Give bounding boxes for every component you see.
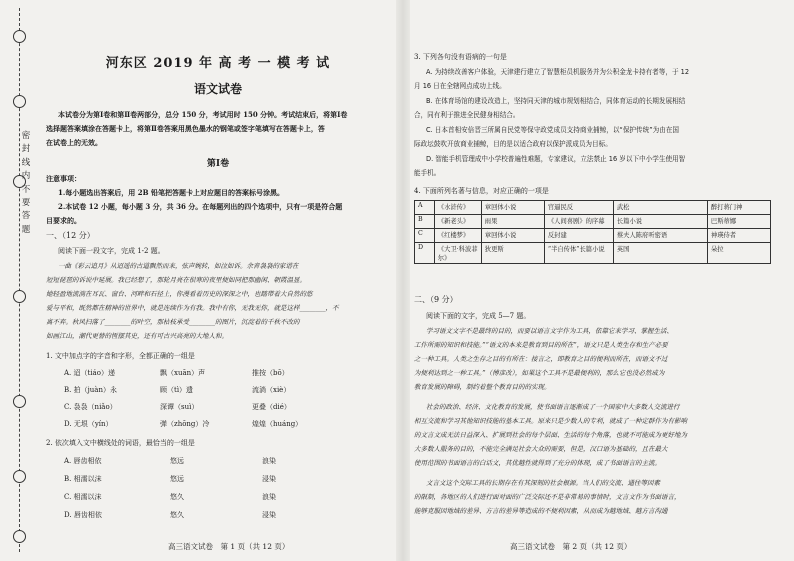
table-cell: 蔡夫人陈府听密语 (613, 229, 707, 243)
table-cell: 长篇小说 (613, 215, 707, 229)
page-2 (410, 0, 782, 561)
passage-line: 大多数人服务的目的，不能完全满足社会大众的需要，但是，汉口语为基础的，且在最大 (414, 445, 668, 453)
intro-line: 本试卷分为第Ⅰ卷和第Ⅱ卷两部分，总分 150 分，考试用时 150 分钟。考试结束后，将第Ⅰ卷 (58, 110, 348, 119)
passage-line: 一曲《彩云追月》从迢遥的古道飘然而来，弦声婉转，如泣如诉。余音袅袅的家谱在 (58, 262, 299, 270)
question-2: 2. 依次填入文中横线处的词语，最恰当的一组是 (46, 439, 195, 447)
option: 浪染 (262, 493, 276, 501)
option: B. 相濡以沫 (64, 475, 102, 483)
option: B. 拍（juàn）永 (64, 386, 117, 394)
option: C. 相濡以沫 (64, 493, 102, 501)
table-row (415, 243, 771, 264)
question-4: 4. 下面所列名著与信息，对应正确的一项是 (414, 187, 549, 195)
option: 深谭（suì） (160, 403, 199, 411)
works-table (414, 200, 771, 264)
option: A. 唇齿相依 (64, 457, 102, 465)
option: D. 唇齿相依 (64, 511, 102, 519)
passage-line: 使用范围的书面语言的白话文，其优越性就得到了充分的体现，成了书面语言的主流。 (414, 459, 661, 467)
table-cell: 章回体小说 (481, 201, 544, 215)
q3-line: C. 日本首相安倍晋三所属自民党等保守政党成员支持商业捕鲸，以“保护传统”为由在国 (426, 126, 680, 134)
table-cell: 《红楼梦》 (434, 229, 481, 243)
table-row (415, 215, 771, 229)
option: 浸染 (262, 511, 276, 519)
reading-intro: 阅读下面一段文字，完成 1-2 题。 (58, 247, 165, 255)
option: 浪染 (262, 457, 276, 465)
option: D. 无垠（yín） (64, 420, 113, 428)
passage-line: 之一种工具。人类之生存之目的有所在：接言之，即教育之目的便利而所在，而语文不过 (414, 355, 668, 363)
page-footer: 高三语文试卷 第 2 页（共 12 页） (510, 542, 632, 551)
table-cell: 《水浒传》 (434, 201, 481, 215)
passage-line: 相互交流和学习其他知识技能的基本工具。原来只是少数人的专利，就成了一种定群作为有影响 (414, 417, 687, 425)
table-cell: “半自传体”长篇小说 (544, 243, 613, 264)
binding-margin (0, 0, 40, 561)
option: 悠久 (170, 493, 184, 501)
passage-line: 工作所需的知识和技能。”“语文的本来是教育到目的所在”，语文只是人类生存和生产必要 (414, 341, 668, 349)
option: 推按（bō） (252, 369, 289, 377)
intro-line: 选择题答案填涂在答题卡上，将第Ⅱ卷答案用黑色墨水的钢笔或签字笔填写在答题卡上，答 (46, 124, 325, 133)
q3-line: 能手机。 (414, 169, 441, 177)
part-heading: 一、（12 分） (46, 231, 95, 240)
table-cell: 《新老头》 (434, 215, 481, 229)
table-cell: 官逼民反 (544, 201, 613, 215)
passage-line: 社会的政治、经济、文化教育的发展，使书面语言逐渐成了一个国家中大多数人交流进行 (426, 403, 680, 411)
binding-hole (13, 290, 26, 303)
exam-title: 河东区 2019 年 高 考 一 模 考 试 (105, 56, 331, 71)
table-cell: C (415, 229, 435, 243)
table-cell: 《人间喜剧》的序幕 (544, 215, 613, 229)
table-cell: 反封建 (544, 229, 613, 243)
passage-line: 能够克服因地域的差异、方言的差异等造成的不便利因素，从而成为越地域、越方言沟通 (414, 507, 668, 515)
passage-line: 爱与平和，既然都在精神的世界中，就是连续作为有我。我中有你，无我无你，就是这样________，不 (46, 304, 339, 312)
q3-line: 合，同有利于推进全民健身相结合。 (414, 111, 520, 119)
table-cell: B (415, 215, 435, 229)
section-title: 第Ⅰ卷 (206, 159, 230, 169)
exam-subtitle: 语文试卷 (193, 82, 242, 96)
option: 弹（zhōng）冷 (160, 420, 210, 428)
note-line: 2.本试卷 12 小题，每小题 3 分，共 36 分。在每题列出的四个选项中，只有一项是符合题 (58, 202, 343, 211)
binding-hole (13, 530, 26, 543)
page-gutter (396, 0, 410, 561)
option: 流淌（xiè） (252, 386, 291, 394)
passage-line: 如画江山，潮代更替的恆摆其史，还有可古兴高亮的大地人和。 (46, 332, 228, 340)
question-3: 3. 下列各句没有语病的一句是 (414, 53, 507, 61)
binding-hole (13, 30, 26, 43)
binding-hole (13, 395, 26, 408)
passage-line: 教育发展的障碍，制约着整个教育目的的实现。 (414, 383, 551, 391)
table-row (415, 229, 771, 243)
option: 煌煌（huáng） (252, 420, 303, 428)
option: 悠久 (170, 511, 184, 519)
part-heading: 二、（9 分） (414, 295, 458, 304)
table-cell: 《大卫·科波菲尔》 (434, 243, 481, 264)
page-1 (42, 0, 394, 561)
passage-line: 她轻盈地流淌在耳瓦、窗台、河畔和石径上，你漫看着历史的深深之中，也踏带着大自然的悠 (46, 290, 313, 298)
q3-line: D. 智能手机管理成中小学校普遍性难题，专家建议，立法禁止 16 岁以下中小学生使用智 (426, 155, 686, 163)
option: C. 袅袅（niǎo） (64, 403, 117, 411)
passage-line: 的文言文成无法日益深入、扩展到社会的每个层面、生活的每个角落，也就不可能成为更好地为 (414, 431, 687, 439)
option: 顾（tì）遗 (160, 386, 194, 394)
table-cell: 醉打蒋门神 (707, 201, 770, 215)
table-cell: A (415, 201, 435, 215)
passage-line: 为便利达到之一种工具。”（傅彦改），如果这个工具不是最便利的，那么它也没必然成为 (414, 369, 665, 377)
table-cell: 英国 (613, 243, 707, 264)
passage-line: 短短琵琶的诉说中延展。我已经想了，那轮月亮在很寒的夜里便如同把那幽闲、朝霞温显。 (46, 276, 306, 284)
note-line: 目要求的。 (46, 216, 81, 225)
option: 悠远 (170, 457, 184, 465)
question-1: 1. 文中加点字的字音和字形，全都正确的一组是 (46, 352, 195, 360)
q3-line: B. 在体育场馆的建设改造上，坚持同天津的城市规划相结合，同体育运动的长期发展相结 (426, 97, 686, 105)
binding-hole (13, 95, 26, 108)
table-cell: 章回体小说 (481, 229, 544, 243)
note-line: 1.每小题选出答案后，用 2B 铅笔把答题卡上对应题目的答案标号涂黑。 (58, 188, 284, 197)
passage-line: 学习语文文字不是最终的目的，而要以语言文字作为工具，依靠它来学习、掌握生活、 (426, 327, 673, 335)
seal-warning: 密 封 线 内 不 要 答 题 (21, 131, 31, 235)
q3-line: 月 16 日在全辖网点成功上线。 (414, 82, 506, 90)
table-cell: 狄更斯 (481, 243, 544, 264)
option: 悠远 (170, 475, 184, 483)
option: 更叠（dié） (252, 403, 291, 411)
page-footer: 高三语文试卷 第 1 页（共 12 页） (168, 542, 290, 551)
intro-line: 在试卷上的无效。 (46, 138, 102, 147)
table-cell: 神瑛侍者 (707, 229, 770, 243)
table-cell: 雨果 (481, 215, 544, 229)
passage-line: 文言文这个交际工具的长期存在有其深刻的社会根源。当人们的交流、通往等因素 (426, 479, 660, 487)
q3-line: 际政坛鼓吹开放商业捕鲸，目的是以适合政府以保护派成员为目标。 (414, 140, 612, 148)
option: A. 迢（tiáo）递 (64, 369, 115, 377)
q3-line: A. 为持续改善客户体验，天津建行建立了智慧柜员机服务并为公积金龙卡持有者等，于 12 (426, 68, 690, 76)
table-cell: 巴斯蒂娜 (707, 215, 770, 229)
table-cell: D (415, 243, 435, 264)
table-cell: 朵拉 (707, 243, 770, 264)
table-cell: 武松 (613, 201, 707, 215)
reading-intro: 阅读下面的文字，完成 5—7 题。 (426, 312, 531, 320)
passage-line: 离不弃。秋风扫落了________的叶空，那枯枝承受________的图片，沉淀着的千秋不改的 (46, 318, 300, 326)
table-row (415, 201, 771, 215)
binding-hole (13, 470, 26, 483)
passage-line: 的限制，各地区的人们进行面对面的广泛交际还不是非常易的事情时，文言文作为书面语言， (414, 493, 681, 501)
option: 飘（xuān）声 (160, 369, 206, 377)
notes-title: 注意事项： (46, 174, 81, 183)
option: 浸染 (262, 475, 276, 483)
